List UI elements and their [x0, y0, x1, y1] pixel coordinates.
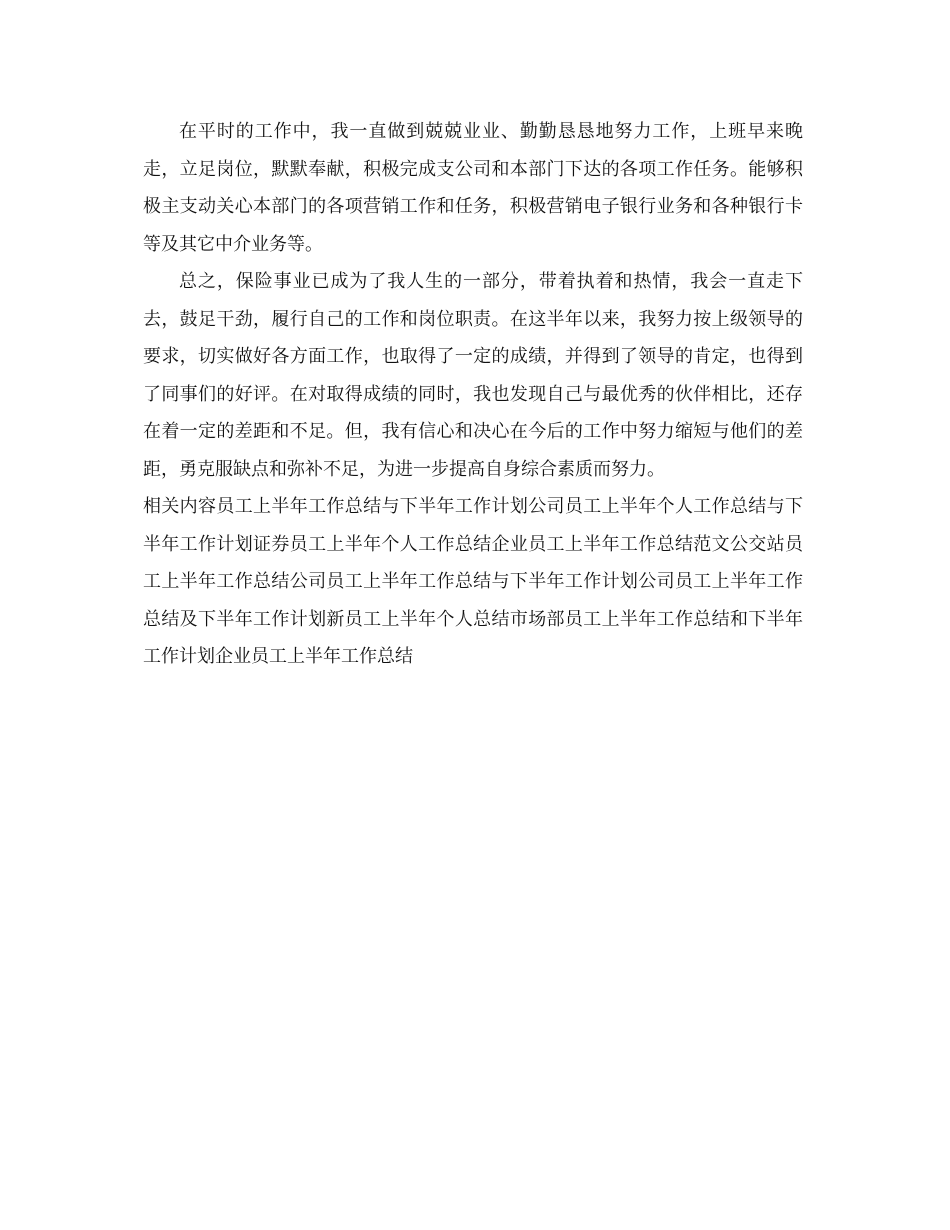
paragraph-conclusion: 总之，保险事业已成为了我人生的一部分，带着执着和热情，我会一直走下去，鼓足干劲，履行自己的工作和岗位职责。在这半年以来，我努力按上级领导的要求，切实做好各方面工作，也取得了一定的成绩，并得到了领导的肯定，也得到了同事们的好评。在对取得成绩的同时，我也发现自己与最优秀的伙伴相比，还存在着一定的差距和不足。但，我有信心和决心在今后的工作中努力缩短与他们的差距，勇克服缺点和弥补不足，为进一步提高自身综合素质而努力。: [143, 271, 803, 480]
document-body: [143, 113, 803, 676]
paragraph-work-attitude: 在平时的工作中，我一直做到兢兢业业、勤勤恳恳地努力工作，上班早来晚走，立足岗位，默默奉献，积极完成支公司和本部门下达的各项工作任务。能够积极主支动关心本部门的各项营销工作和任务，积极营销电子银行业务和各种银行卡等及其它中介业务等。: [143, 121, 803, 255]
related-content: 相关内容员工上半年工作总结与下半年工作计划公司员工上半年个人工作总结与下半年工作计划证券员工上半年个人工作总结企业员工上半年工作总结范文公交站员工上半年工作总结公司员工上半年工作总结与下半年工作计划公司员工上半年工作总结及下半年工作计划新员工上半年个人总结市场部员工上半年工作总结和下半年工作计划企业员工上半年工作总结: [143, 496, 803, 667]
